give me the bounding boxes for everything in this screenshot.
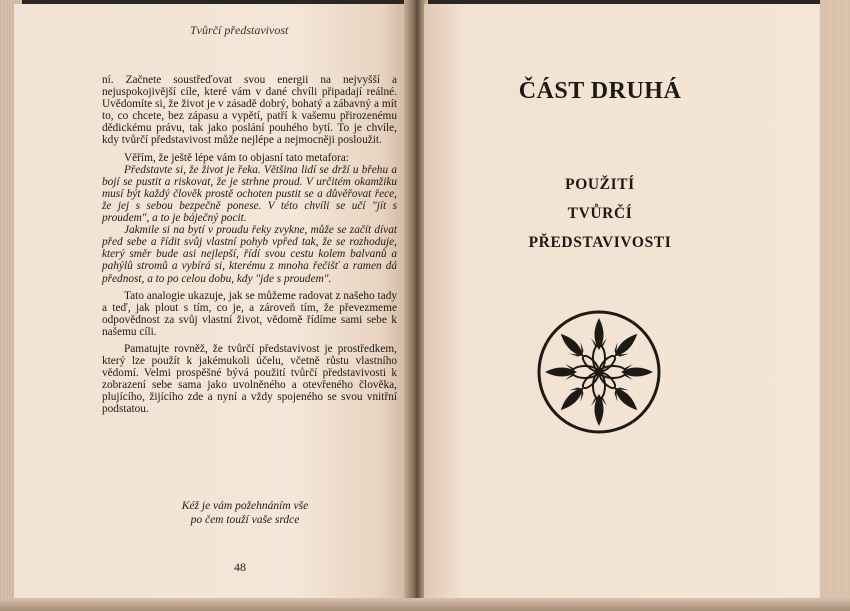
section-title: [470, 170, 730, 257]
running-head: Tvůrčí představivost: [190, 23, 289, 37]
page-edges-right: [820, 0, 850, 611]
metaphor-paragraph: Jakmile si na bytí v proudu řeky zvykne, může se začít dívat před sebe a řídit svůj vlastní pohyb vpřed tak, že se rozhoduje, který směr bude asi nejlepší, řídí svou cestu kolem balvanů a pahýlů stromů a vybírá si, kterému z mnoha řečišť a ramen dá přednost, a to po celou dobu, kdy "jde s proudem".: [102, 224, 397, 285]
paragraph: ní. Začnete soustřeďovat svou energii na nejvyšší a nejuspokojivější cíle, které vám v dané chvíli připadají reálné. Uvědomíte si, že život je v zásadě dobrý, bohatý a zábavný a mít to, co chcete, bez zápasu a vypětí, patří k vašemu přirozenému dědickému právu, tak jako poslání pouhého bytí. To je chvíle, kdy tvůrčí představivost může nejlépe a nejmocněji posloužit.: [102, 74, 397, 147]
metaphor-paragraph: Představte si, že život je řeka. Většina lidí se drží u břehu a bojí se pustit a riskovat, že je strhne proud. V určitém okamžiku musí být každý člověk prostě ochoten pustit se a důvěřovat řece, že jej s sebou bezpečně ponese. V této chvíli se učí "jít s proudem", a to je báječný pocit.: [102, 163, 397, 225]
mandala-ornament-icon: [535, 308, 663, 436]
paragraph: Pamatujte rovněž, že tvůrčí představivost je prostředkem, který lze použít k jakémukoli účelu, včetně růstu vlastního vědomí. Velmi prospěšné bývá použití tvůrčí představivosti k zobrazení sebe sama jako uvolněného a otevřeného člověka, plujícího, žijícího zde a nyní a vždy spojeného se svou vnitřní podstatou.: [102, 342, 397, 416]
section-title-line: POUŽITÍ: [565, 176, 635, 193]
blessing-line: po čem touží vaše srdce: [190, 514, 300, 526]
page-edges-bottom: [0, 598, 850, 611]
section-title-line: PŘEDSTAVIVOSTI: [528, 234, 672, 251]
paragraph: Tato analogie ukazuje, jak se můžeme radovat z našeho tady a teď, jak plout s tím, co je, a zároveň tím, že převezmeme odpovědnost za svůj vlastní život, vědomě řídíme sami sebe k našemu cíli.: [102, 289, 397, 338]
paragraph: Věřím, že ještě lépe vám to objasní tato metafora:: [124, 151, 349, 164]
left-page-body: [102, 74, 397, 416]
blessing-line: Kéž je vám požehnáním vše: [181, 500, 309, 512]
part-title: ČÁST DRUHÁ: [518, 78, 682, 104]
section-title-line: TVŮRČÍ: [567, 205, 633, 222]
page-number: 48: [234, 560, 246, 574]
blessing: [150, 499, 340, 527]
